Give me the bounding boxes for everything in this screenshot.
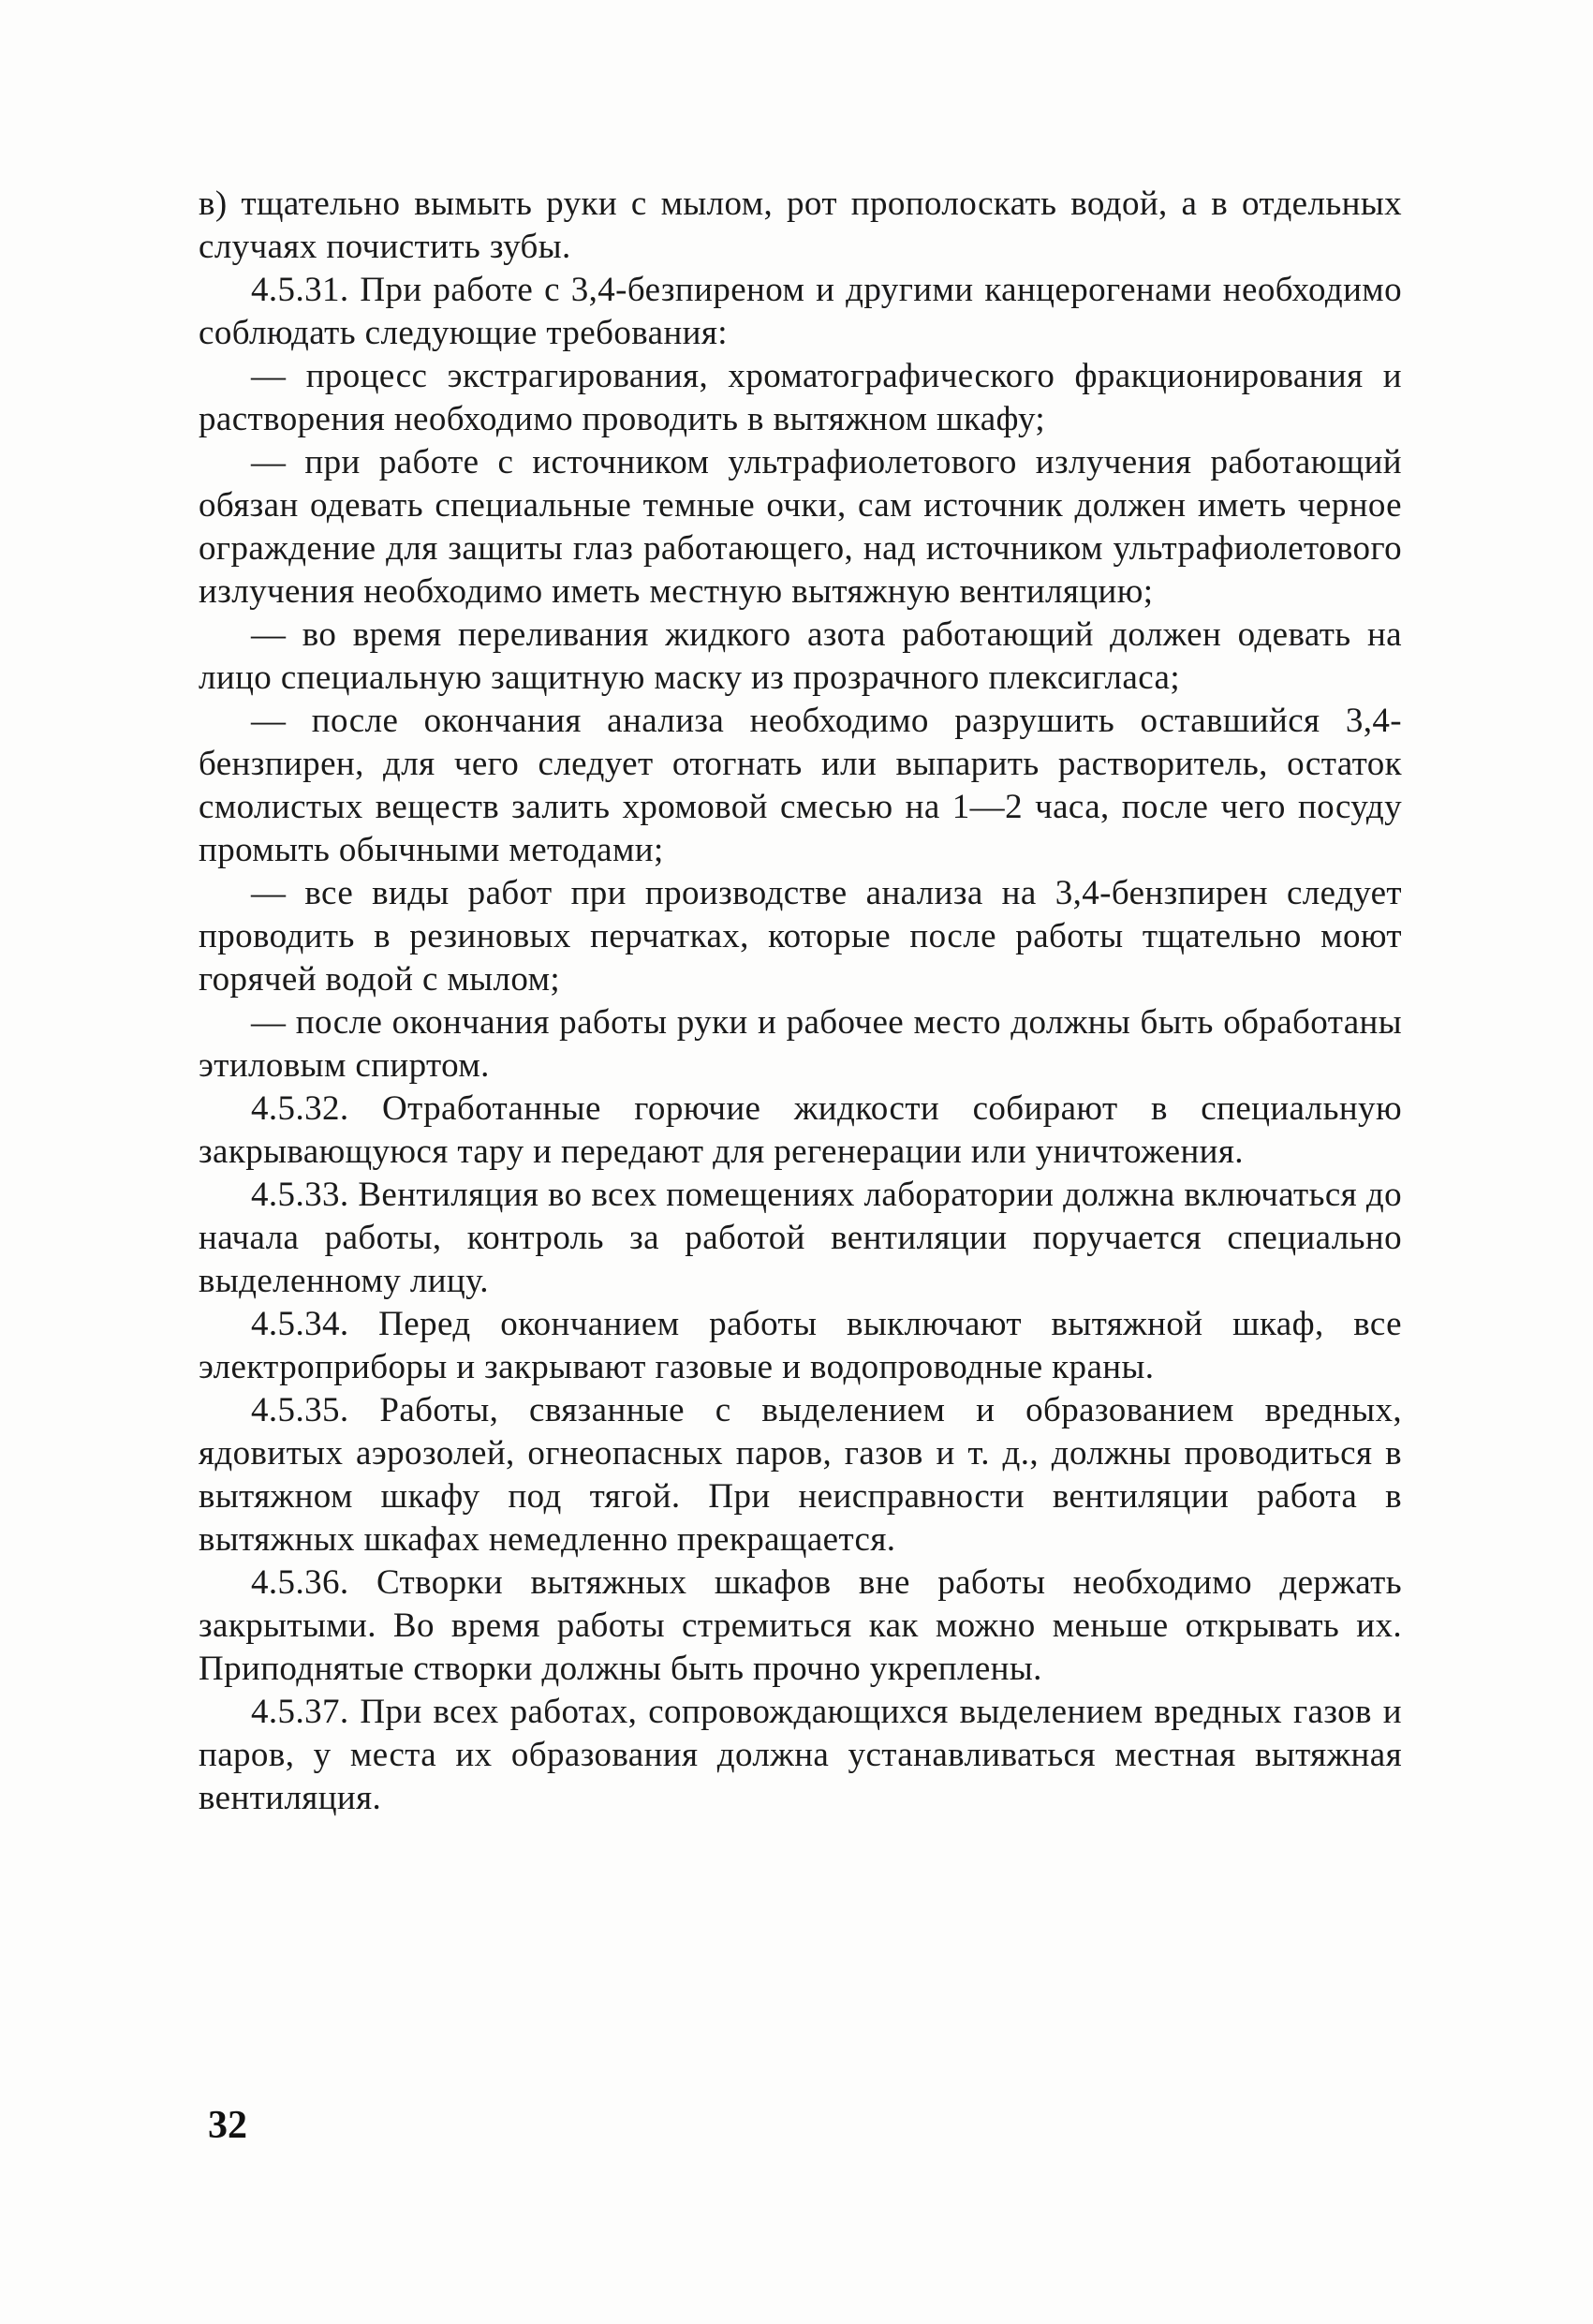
paragraph-4-5-35: 4.5.35. Работы, связанные с выделением и образованием вредных, ядовитых аэрозолей, огнеопасных паров, газов и т. д., должны проводиться в вытяжном шкафу под тягой. При неисправности вентиляции работа в вытяжных шкафах немедленно прекращается. xyxy=(199,1391,1402,1559)
requirement-item-liquid-nitrogen: — во время переливания жидкого азота работающий должен одевать на лицо специальную защитную маску из прозрачного плексигласа; xyxy=(199,615,1402,697)
paragraph-4-5-34: 4.5.34. Перед окончанием работы выключают вытяжной шкаф, все электроприборы и закрывают газовые и водопроводные краны. xyxy=(199,1305,1402,1386)
paragraph-4-5-33: 4.5.33. Вентиляция во всех помещениях лаборатории должна включаться до начала работы, контроль за работой вентиляции поручается специально выделенному лицу. xyxy=(199,1176,1402,1300)
page-number: 32 xyxy=(208,2104,247,2147)
paragraph-4-5-36: 4.5.36. Створки вытяжных шкафов вне работы необходимо держать закрытыми. Во время работы стремиться как можно меньше открывать их. Приподнятые створки должны быть прочно укреплены. xyxy=(199,1563,1402,1688)
paragraph-4-5-32: 4.5.32. Отработанные горючие жидкости собирают в специальную закрывающуюся тару и передают для регенерации или уничтожения. xyxy=(199,1089,1402,1171)
requirement-item-uv-source: — при работе с источником ультрафиолетового излучения работающий обязан одевать специальные темные очки, сам источник должен иметь черное ограждение для защиты глаз работающего, над источником ультрафиолетового излучения необходимо иметь местную вытяжную вентиляцию; xyxy=(199,443,1402,611)
paragraph-4-5-31: 4.5.31. При работе с 3,4-безпиреном и другими канцерогенами необходимо соблюдать следующие требования: xyxy=(199,271,1402,352)
requirement-item-ethyl-alcohol: — после окончания работы руки и рабочее место должны быть обработаны этиловым спиртом. xyxy=(199,1003,1402,1085)
requirement-item-rubber-gloves: — все виды работ при производстве анализа на 3,4-бензпирен следует проводить в резиновых перчатках, которые после работы тщательно моют горячей водой с мылом; xyxy=(199,874,1402,999)
paragraph-continuation: в) тщательно вымыть руки с мылом, рот прополоскать водой, а в отдельных случаях почистить зубы. xyxy=(199,185,1402,266)
requirement-item-extraction: — процесс экстрагирования, хроматографического фракционирования и растворения необходимо проводить в вытяжном шкафу; xyxy=(199,357,1402,438)
paragraph-4-5-37: 4.5.37. При всех работах, сопровождающихся выделением вредных газов и паров, у места их образования должна устанавливаться местная вытяжная вентиляция. xyxy=(199,1693,1402,1817)
requirement-item-after-analysis: — после окончания анализа необходимо разрушить оставшийся 3,4-бензпирен, для чего следует отогнать или выпарить растворитель, остаток смолистых веществ залить хромовой смесью на 1—2 часа, после чего посуду промыть обычными методами; xyxy=(199,702,1402,869)
body-text xyxy=(199,183,1402,1820)
